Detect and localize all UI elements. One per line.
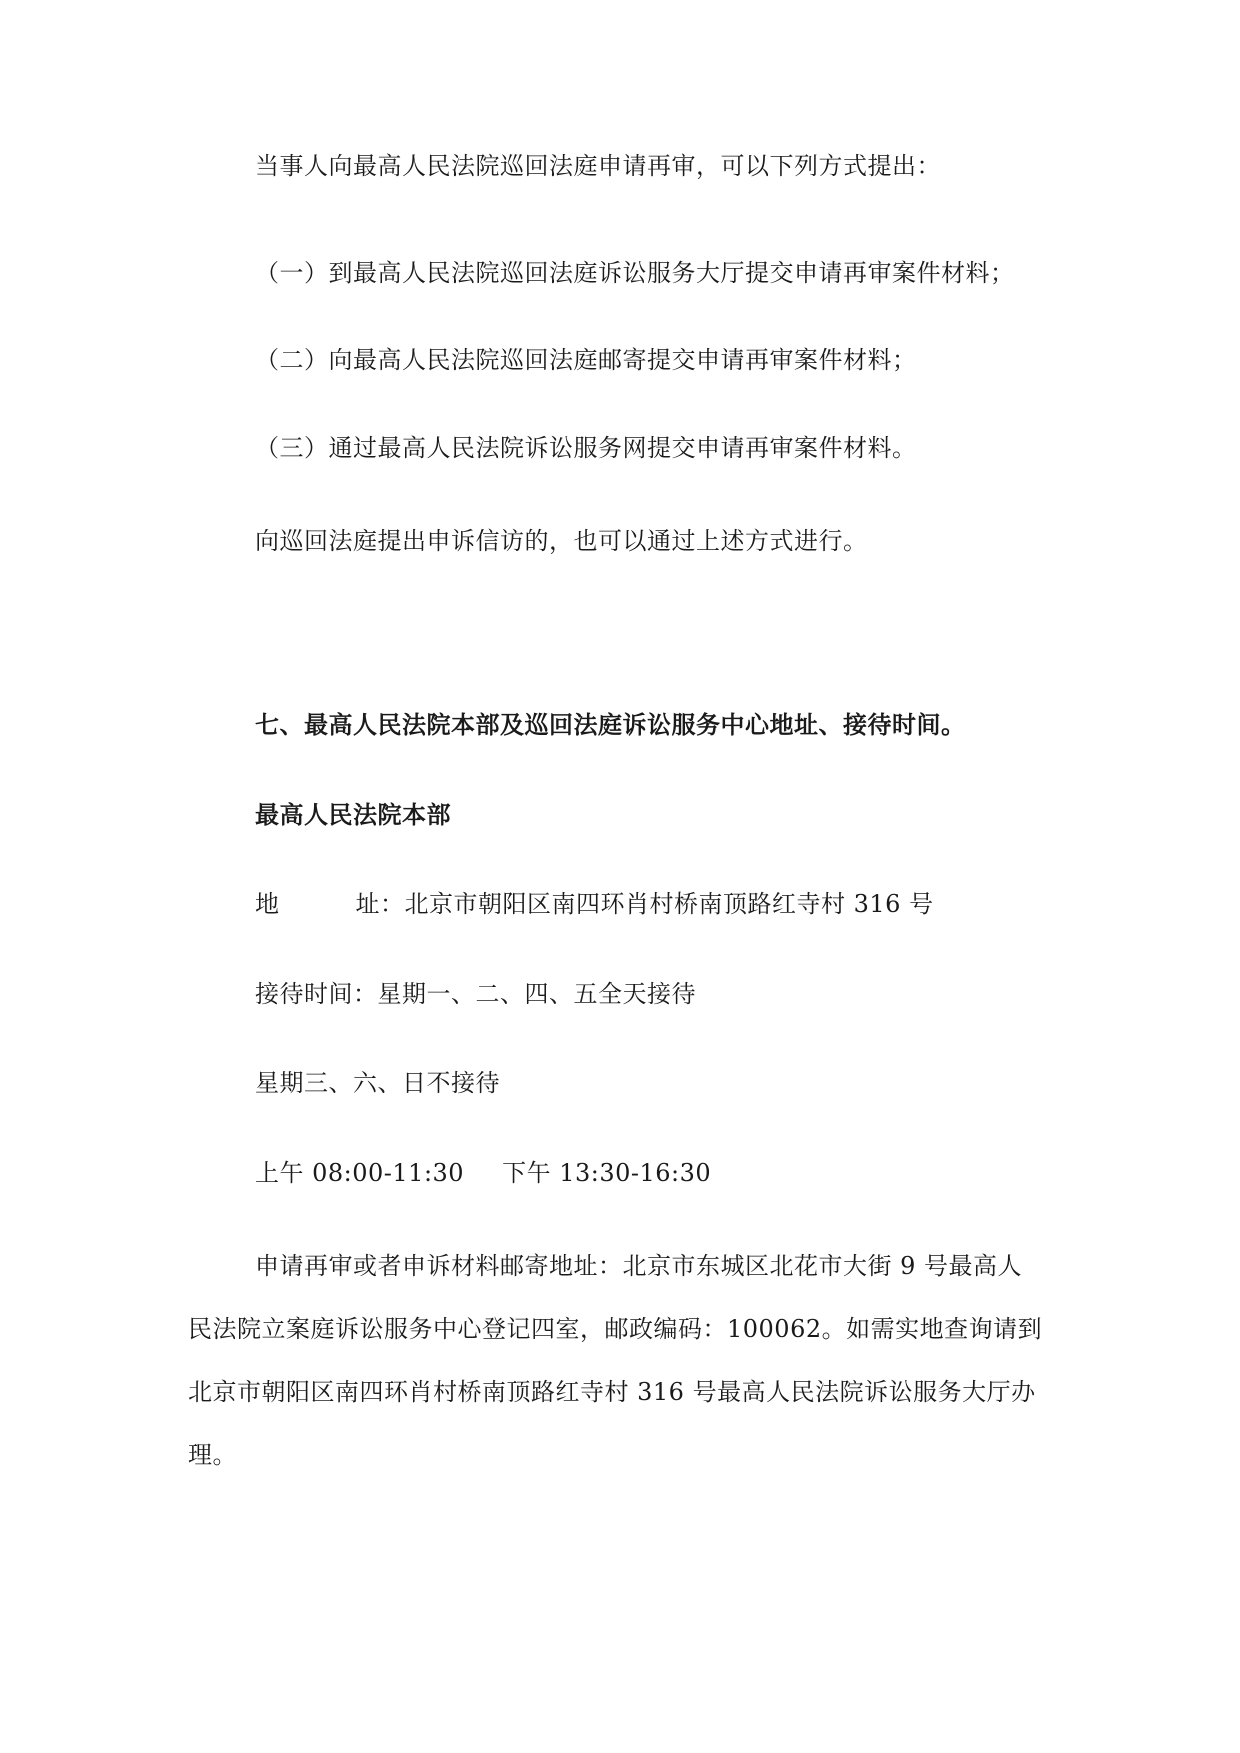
reception-hours <box>255 1158 711 1188</box>
address-label-second: 址： <box>355 890 405 918</box>
afternoon-hours: 下午 13:30-16:30 <box>502 1159 712 1187</box>
address-line <box>255 889 934 919</box>
address-label-first: 地 <box>255 890 280 918</box>
intro-paragraph: 当事人向最高人民法院巡回法庭申请再审，可以下列方式提出： <box>255 152 941 180</box>
list-item-2: （二）向最高人民法院巡回法庭邮寄提交申请再审案件材料； <box>255 346 917 374</box>
section-subheading: 最高人民法院本部 <box>255 801 451 829</box>
mail-address-line-2: 民法院立案庭诉讼服务中心登记四室，邮政编码：100062。如需实地查询请到 <box>188 1315 1043 1343</box>
petition-paragraph: 向巡回法庭提出申诉信访的，也可以通过上述方式进行。 <box>255 527 868 555</box>
list-item-1: （一）到最高人民法院巡回法庭诉讼服务大厅提交申请再审案件材料； <box>255 259 1015 287</box>
address-value: 北京市朝阳区南四环肖村桥南顶路红寺村 316 号 <box>404 890 934 918</box>
closed-days: 星期三、六、日不接待 <box>255 1069 500 1097</box>
mail-address-line-1: 申请再审或者申诉材料邮寄地址：北京市东城区北花市大街 9 号最高人 <box>255 1252 1023 1280</box>
morning-hours: 上午 08:00-11:30 <box>255 1159 465 1187</box>
mail-address-line-3: 北京市朝阳区南四环肖村桥南顶路红寺村 316 号最高人民法院诉讼服务大厅办 <box>188 1378 1036 1406</box>
mail-address-line-4: 理。 <box>188 1441 237 1469</box>
reception-days: 接待时间：星期一、二、四、五全天接待 <box>255 980 696 1008</box>
list-item-3: （三）通过最高人民法院诉讼服务网提交申请再审案件材料。 <box>255 434 917 462</box>
section-heading: 七、最高人民法院本部及巡回法庭诉讼服务中心地址、接待时间。 <box>255 711 966 739</box>
